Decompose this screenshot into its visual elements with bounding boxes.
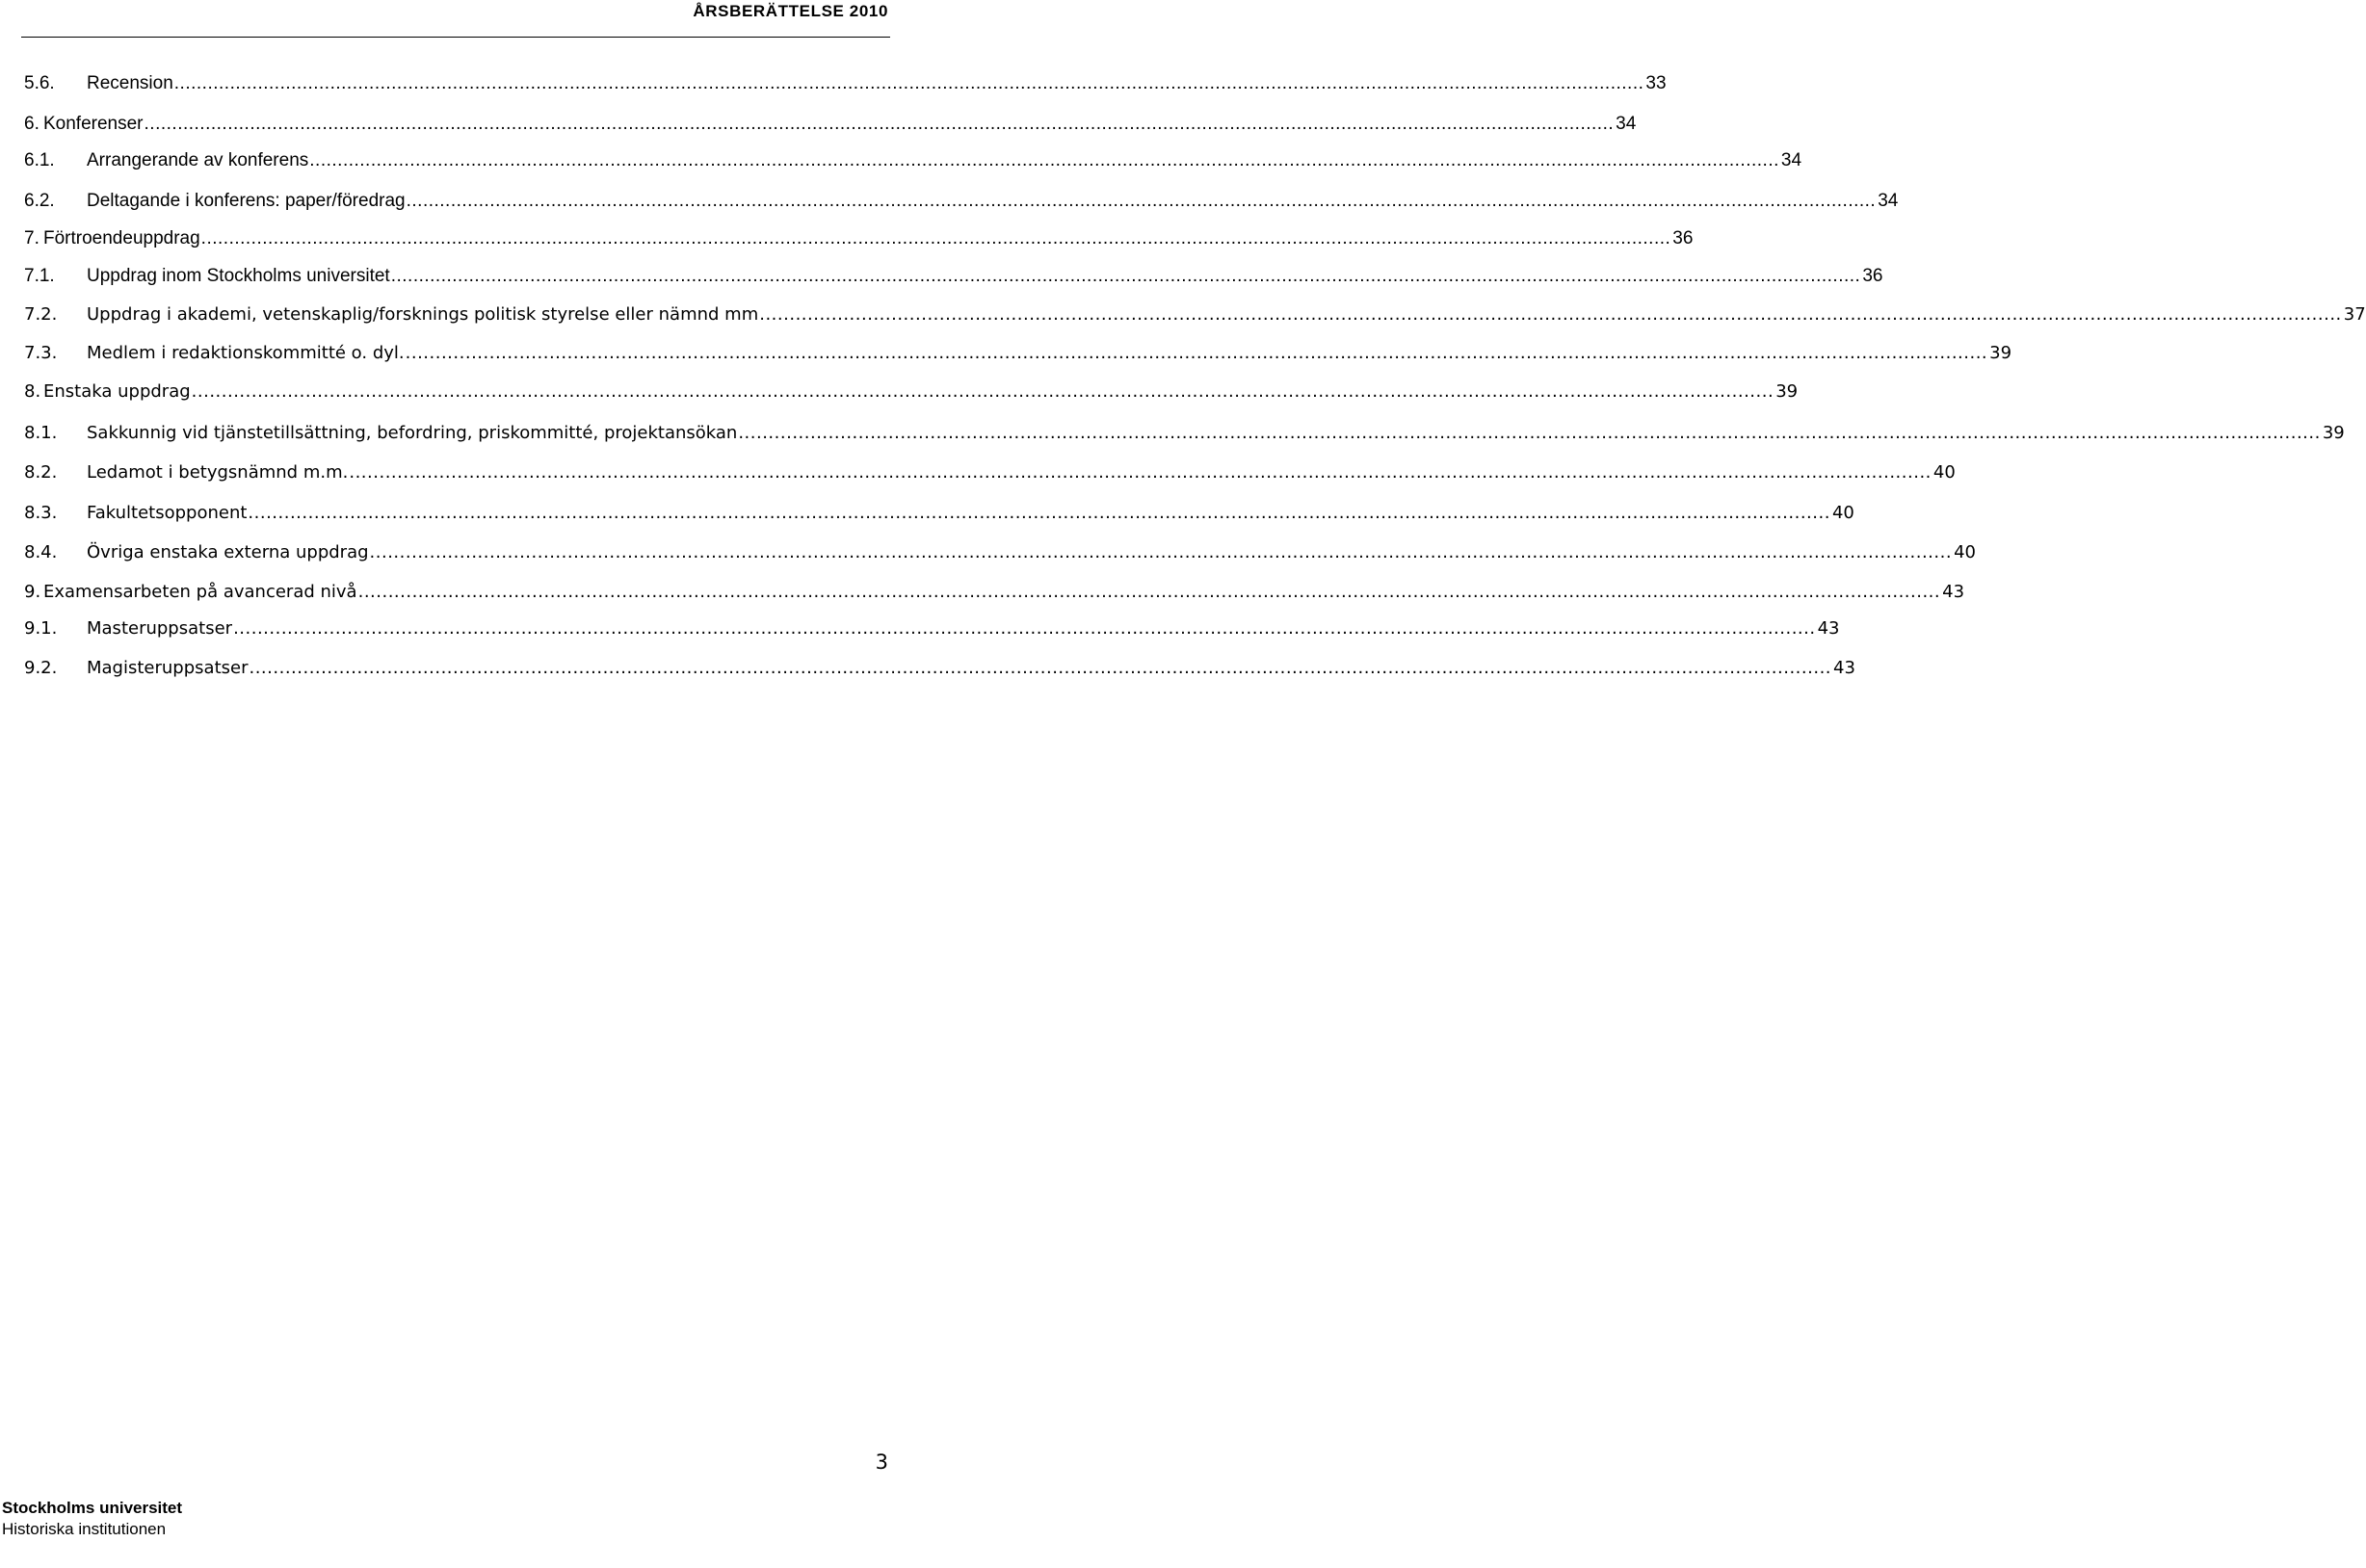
toc-entry[interactable]	[24, 458, 1956, 487]
toc-entry[interactable]	[24, 378, 1799, 406]
toc-entry[interactable]	[24, 654, 1855, 683]
toc-entry-page: 43	[1942, 582, 1965, 602]
toc-dot-leader	[406, 339, 1988, 368]
toc-entry-title: Förtroendeuppdrag	[43, 228, 200, 248]
toc-entry-title: Enstaka uppdrag	[43, 381, 191, 402]
toc-entry-title: Recension	[87, 73, 173, 93]
toc-entry-page: 39	[1989, 343, 2012, 363]
toc-entry-page: 43	[1833, 658, 1855, 678]
toc-entry-number: 8.4.	[24, 542, 58, 562]
toc-entry-number: 8.	[24, 381, 41, 402]
toc-dot-leader	[738, 419, 2321, 448]
toc-entry[interactable]	[24, 499, 1854, 528]
toc-dot-leader	[145, 110, 1615, 139]
toc-dot-leader	[349, 458, 1932, 487]
toc-entry[interactable]	[24, 146, 1802, 175]
toc-entry-page: 43	[1817, 618, 1840, 639]
toc-entry[interactable]	[24, 110, 1637, 139]
toc-entry-page: 40	[1954, 542, 1976, 562]
toc-entry-title: Övriga enstaka externa uppdrag	[87, 542, 369, 562]
toc-entry-title: Konferenser	[43, 114, 144, 134]
toc-entry[interactable]	[24, 339, 2012, 368]
toc-entry-page: 36	[1672, 228, 1694, 248]
toc-entry-title: Sakkunnig vid tjänstetillsättning, befordring, priskommitté, projektansökan	[87, 423, 738, 443]
toc-dot-leader	[407, 187, 1877, 216]
toc-entry[interactable]	[24, 187, 1899, 216]
toc-dot-leader	[391, 262, 1861, 291]
toc-entry-page: 33	[1645, 73, 1667, 93]
toc-entry[interactable]	[24, 301, 2366, 329]
toc-entry-page: 34	[1780, 150, 1802, 170]
toc-dot-leader	[248, 499, 1830, 528]
page-number: 3	[875, 1450, 888, 1474]
toc-entry-page: 34	[1616, 114, 1637, 134]
toc-entry-number: 7.2.	[24, 304, 58, 325]
toc-entry-title: Uppdrag i akademi, vetenskaplig/forsknings politisk styrelse eller nämnd mm	[87, 304, 759, 325]
toc-dot-leader	[309, 146, 1779, 175]
toc-dot-leader	[370, 538, 1953, 567]
toc-entry-number: 8.3.	[24, 503, 58, 523]
toc-entry-number: 8.1.	[24, 423, 58, 443]
toc-entry-number: 6.1.	[24, 150, 55, 170]
footer-department: Historiska institutionen	[2, 1520, 167, 1538]
toc-entry-number: 9.2.	[24, 658, 58, 678]
toc-dot-leader	[358, 578, 1941, 607]
toc-entry-title: Masteruppsatser	[87, 618, 233, 639]
toc-dot-leader	[249, 654, 1831, 683]
toc-entry-number: 7.	[24, 228, 39, 248]
toc-entry-page: 36	[1862, 266, 1883, 286]
toc-entry-title: Arrangerande av konferens	[87, 150, 309, 170]
toc-entry-number: 9.	[24, 582, 41, 602]
toc-entry-number: 6.	[24, 114, 39, 134]
toc-entry[interactable]	[24, 224, 1694, 253]
toc-entry-page: 39	[2322, 423, 2345, 443]
toc-dot-leader	[759, 301, 2342, 329]
toc-entry-page: 40	[1932, 462, 1956, 483]
toc-entry-title: Medlem i redaktionskommitté o. dyl.	[87, 343, 405, 363]
toc-entry-title: Fakultetsopponent	[87, 503, 248, 523]
toc-entry-title: Deltagande i konferens: paper/föredrag	[87, 191, 406, 211]
toc-dot-leader	[201, 224, 1671, 253]
toc-entry-title: Uppdrag inom Stockholms universitet	[87, 266, 390, 286]
toc-entry[interactable]	[24, 578, 1965, 607]
toc-dot-leader	[174, 69, 1644, 98]
toc-entry[interactable]	[24, 69, 1667, 98]
toc-entry-number: 7.1.	[24, 266, 55, 286]
toc-entry-number: 6.2.	[24, 191, 55, 211]
toc-entry-page: 34	[1878, 191, 1899, 211]
toc-entry-title: Ledamot i betygsnämnd m.m.	[87, 462, 349, 483]
toc-entry[interactable]	[24, 262, 1883, 291]
toc-dot-leader	[233, 614, 1816, 643]
toc-entry-number: 8.2.	[24, 462, 58, 483]
toc-entry-title: Examensarbeten på avancerad nivå	[43, 582, 357, 602]
toc-entry[interactable]	[24, 538, 1976, 567]
toc-dot-leader	[192, 378, 1774, 406]
toc-entry-page: 39	[1775, 381, 1799, 402]
toc-entry-number: 5.6.	[24, 73, 55, 93]
toc-entry-number: 9.1.	[24, 618, 58, 639]
header-rule	[21, 37, 890, 38]
toc-entry[interactable]	[24, 419, 2345, 448]
toc-entry-page: 37	[2343, 304, 2366, 325]
footer-organization: Stockholms universitet	[2, 1499, 183, 1517]
running-header-title: ÅRSBERÄTTELSE 2010	[693, 2, 888, 20]
toc-entry-page: 40	[1831, 503, 1854, 523]
toc-entry-title: Magisteruppsatser	[87, 658, 249, 678]
toc-entry-number: 7.3.	[24, 343, 58, 363]
toc-entry[interactable]	[24, 614, 1840, 643]
